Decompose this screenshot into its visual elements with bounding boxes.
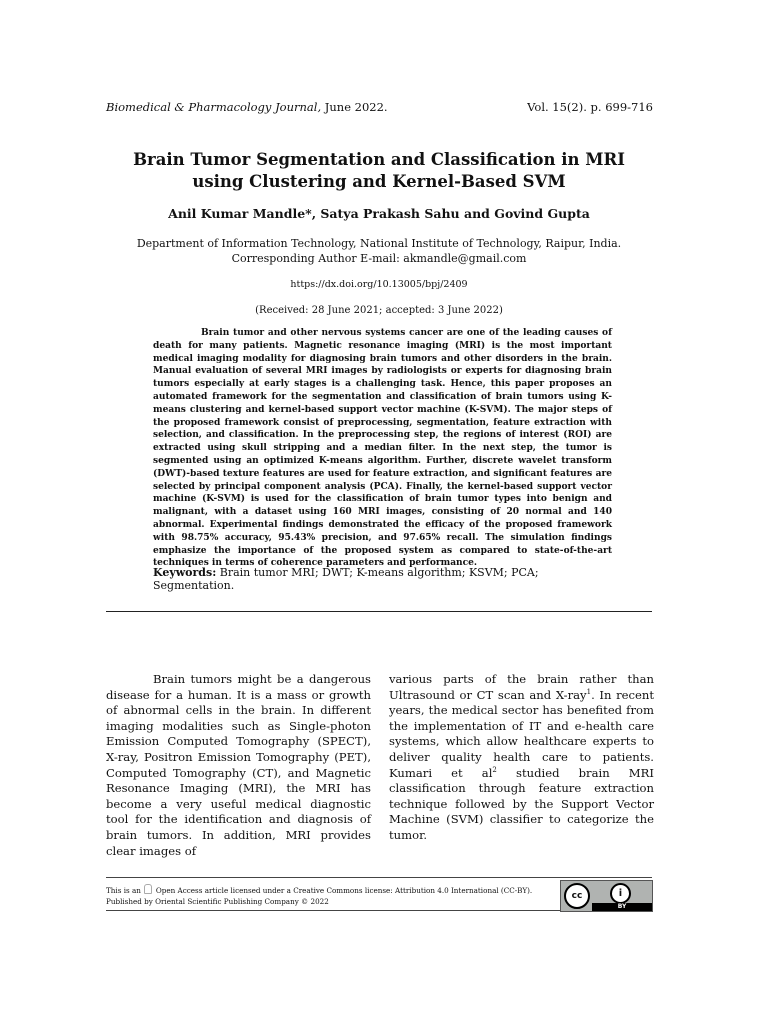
volume-info: Vol. 15(2). p. 699-716 — [527, 100, 653, 114]
citation-1[interactable]: 1 — [586, 687, 592, 696]
cc-by-badge[interactable] — [560, 880, 653, 912]
body-right-text-c: studied brain MRI classification through feature extraction technique followed by the Support Vector Machine (SVM) classifier to categorize the tumor. — [389, 765, 654, 842]
doi-link[interactable]: https://dx.doi.org/10.13005/bpj/2409 — [290, 279, 468, 290]
section-divider — [106, 611, 652, 612]
title-line-1: Brain Tumor Segmentation and Classification in MRI — [133, 150, 625, 169]
license-note — [106, 884, 532, 895]
title-line-2: using Clustering and Kernel-Based SVM — [192, 172, 566, 191]
issue-date: June 2022. — [321, 100, 388, 114]
body-right-text-b: . In recent years, the medical sector has benefited from the implementation of IT and e-health care systems, which allow healthcare experts to deliver quality health care to patients. Kumari et al — [389, 687, 654, 780]
attribution-person-icon: i — [610, 883, 631, 904]
creative-commons-icon: cc — [564, 883, 590, 909]
abstract: Brain tumor and other nervous systems cancer are one of the leading causes of death for many patients. Magnetic resonance imaging (MRI) is the most important medical imaging modality for diagnosing brain tumors and other disorders in the brain. Manual evaluation of several MRI images by radiologists or experts for diagnosing brain tumors especially at early stages is a challenging task. Hence, this paper proposes an automated framework for the segmentation and classification of brain tumors using K-means clustering and kernel-based support vector machine (K-SVM). The major steps of the proposed framework consist of preprocessing, segmentation, feature extraction with selection, and classification. In the preprocessing step, the regions of interest (ROI) are extracted using skull stripping and a median filter. In the next step, the tumor is segmented using an optimized K-means algorithm. Further, discrete wavelet transform (DWT)-based texture features are used for feature extraction, and significant features are selected by principal component analysis (PCA). Finally, the kernel-based support vector machine (K-SVM) is used for the classification of brain tumor types into benign and malignant, with a dataset using 160 MRI images, consisting of 20 normal and 140 abnormal. Experimental findings demonstrated the efficacy of the proposed framework with 98.75% accuracy, 95.43% precision, and 97.65% recall. The simulation findings emphasize the importance of the proposed system as compared to state-of-the-art techniques in terms of coherence parameters and performance. — [153, 328, 612, 569]
keywords-list: Brain tumor MRI; DWT; K-means algorithm; KSVM; PCA; Segmentation. — [153, 566, 539, 592]
corresponding-author: Corresponding Author E-mail: akmandle@gmail.com — [231, 251, 527, 265]
open-access-icon — [144, 884, 152, 894]
affiliation: Department of Information Technology, National Institute of Technology, Raipur, India. — [136, 237, 622, 250]
journal-name: Biomedical & Pharmacology Journal, — [106, 100, 322, 114]
license-prefix: This is an — [106, 886, 141, 895]
license-text: Open Access article licensed under a Creative Commons license: Attribution 4.0 International (CC-BY). — [155, 886, 533, 895]
authors: Anil Kumar Mandle*, Satya Prakash Sahu and Govind Gupta — [168, 206, 590, 221]
keywords — [153, 566, 623, 592]
citation-2[interactable]: 2 — [492, 765, 497, 774]
footer-rule-top — [106, 877, 652, 878]
by-label: BY — [592, 903, 652, 911]
received-dates: (Received: 28 June 2021; accepted: 3 June 2022) — [255, 305, 503, 316]
journal-header — [106, 100, 388, 114]
body-right-text-a: various parts of the brain rather than Ultrasound or CT scan and X-ray — [389, 672, 654, 702]
affiliation-block — [106, 237, 652, 266]
body-column-left: Brain tumors might be a dangerous disease for a human. It is a mass or growth of abnormal cells in the brain. In different imaging modalities such as Single-photon Emission Computed Tomography (SPECT), X-ray, Positron Emission Tomography (PET), Computed Tomography (CT), and Magnetic Resonance Imaging (MRI), the MRI has become a very useful medical diagnostic tool for the identification and diagnosis of brain tumors. In addition, MRI provides clear images of — [106, 672, 371, 858]
paper-title — [106, 149, 652, 193]
publisher-note: Published by Oriental Scientific Publishing Company © 2022 — [106, 897, 329, 906]
body-column-right — [389, 672, 654, 844]
keywords-label: Keywords: — [153, 566, 217, 579]
